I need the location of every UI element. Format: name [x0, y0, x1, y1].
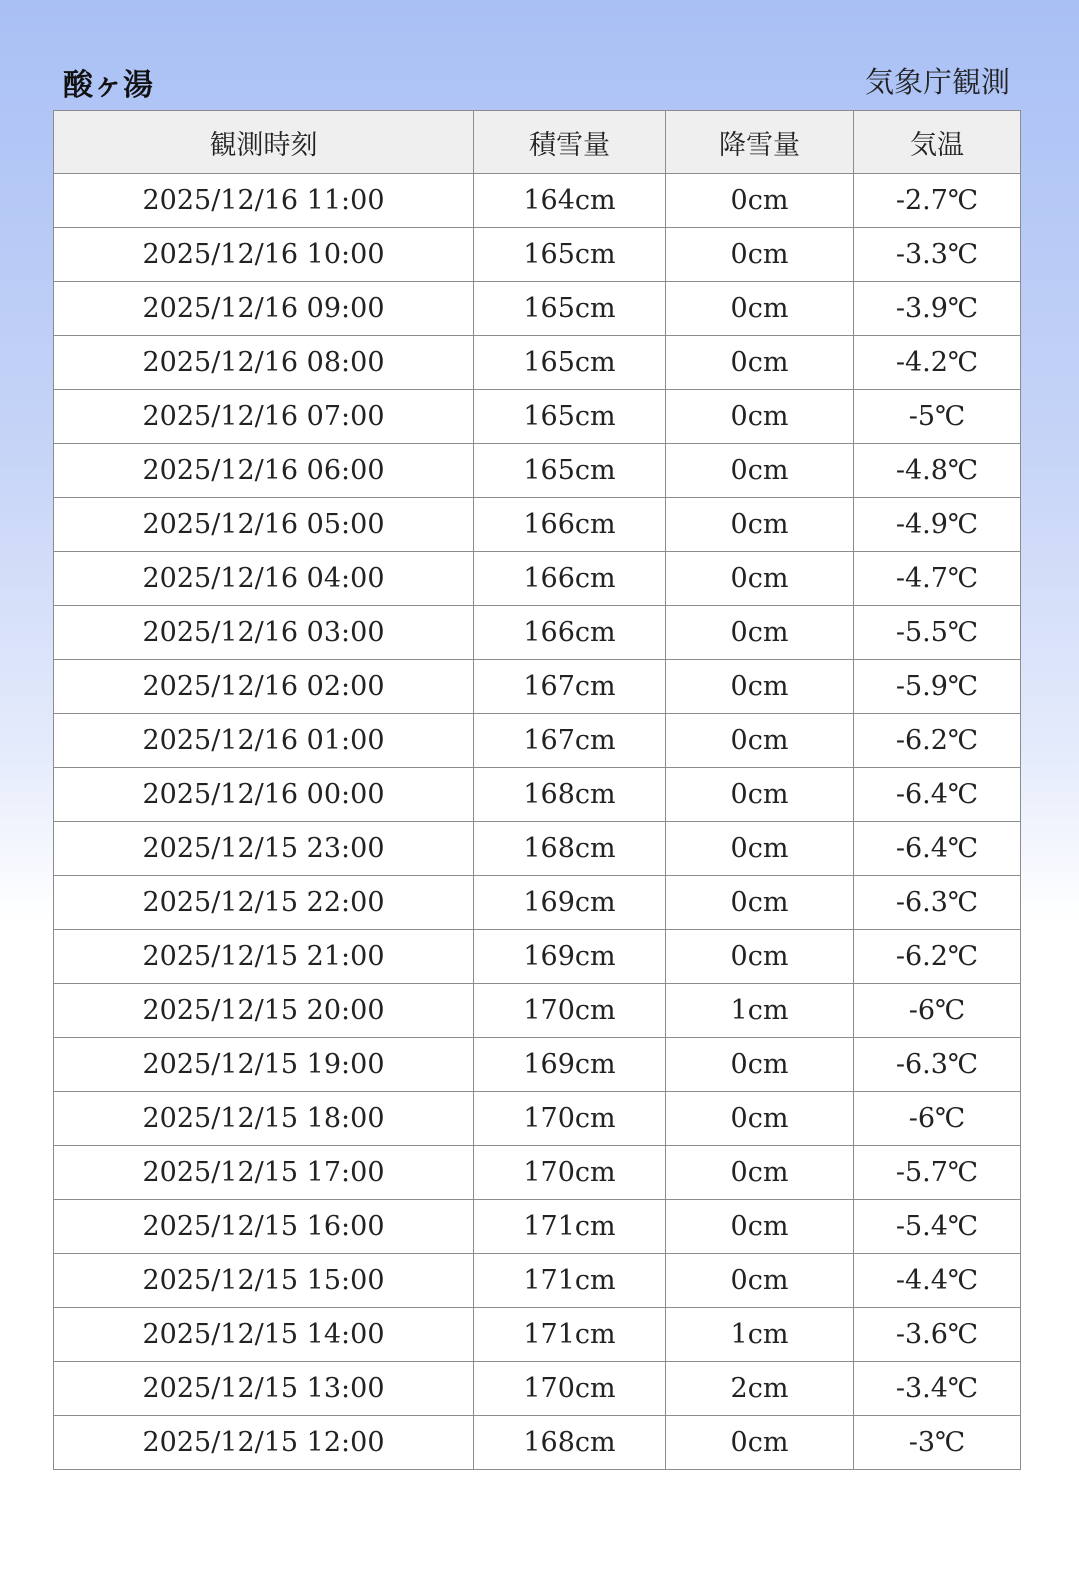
- cell-temperature: -2.7℃: [854, 174, 1021, 228]
- cell-snowfall: 2cm: [666, 1362, 854, 1416]
- table-header-row: [54, 111, 1021, 174]
- cell-snow-depth: 169cm: [474, 930, 666, 984]
- cell-snowfall: 0cm: [666, 930, 854, 984]
- table-row: [54, 498, 1021, 552]
- cell-observation-time: 2025/12/15 21:00: [54, 930, 474, 984]
- cell-temperature: -5.7℃: [854, 1146, 1021, 1200]
- table-row: [54, 822, 1021, 876]
- cell-observation-time: 2025/12/15 12:00: [54, 1416, 474, 1470]
- cell-temperature: -3.4℃: [854, 1362, 1021, 1416]
- cell-observation-time: 2025/12/16 10:00: [54, 228, 474, 282]
- cell-snow-depth: 170cm: [474, 1146, 666, 1200]
- table-row: [54, 606, 1021, 660]
- cell-temperature: -4.9℃: [854, 498, 1021, 552]
- cell-snow-depth: 168cm: [474, 822, 666, 876]
- cell-observation-time: 2025/12/16 06:00: [54, 444, 474, 498]
- cell-snowfall: 1cm: [666, 984, 854, 1038]
- cell-snowfall: 0cm: [666, 228, 854, 282]
- cell-snow-depth: 166cm: [474, 552, 666, 606]
- cell-snowfall: 0cm: [666, 606, 854, 660]
- cell-temperature: -3℃: [854, 1416, 1021, 1470]
- cell-observation-time: 2025/12/15 14:00: [54, 1308, 474, 1362]
- cell-observation-time: 2025/12/15 17:00: [54, 1146, 474, 1200]
- table-row: [54, 228, 1021, 282]
- table-row: [54, 1092, 1021, 1146]
- cell-temperature: -4.8℃: [854, 444, 1021, 498]
- cell-temperature: -6.2℃: [854, 930, 1021, 984]
- cell-snow-depth: 168cm: [474, 768, 666, 822]
- cell-snowfall: 0cm: [666, 876, 854, 930]
- cell-snowfall: 0cm: [666, 660, 854, 714]
- cell-snow-depth: 169cm: [474, 1038, 666, 1092]
- cell-snowfall: 0cm: [666, 390, 854, 444]
- cell-snowfall: 1cm: [666, 1308, 854, 1362]
- cell-snowfall: 0cm: [666, 822, 854, 876]
- cell-snowfall: 0cm: [666, 282, 854, 336]
- table-row: [54, 1362, 1021, 1416]
- header-snowfall: 降雪量: [666, 111, 854, 174]
- table-row: [54, 1038, 1021, 1092]
- cell-snowfall: 0cm: [666, 714, 854, 768]
- cell-snow-depth: 170cm: [474, 1362, 666, 1416]
- cell-observation-time: 2025/12/16 08:00: [54, 336, 474, 390]
- cell-snow-depth: 170cm: [474, 984, 666, 1038]
- table-row: [54, 1254, 1021, 1308]
- table-row: [54, 660, 1021, 714]
- cell-observation-time: 2025/12/16 07:00: [54, 390, 474, 444]
- cell-observation-time: 2025/12/16 00:00: [54, 768, 474, 822]
- table-row: [54, 714, 1021, 768]
- cell-observation-time: 2025/12/16 02:00: [54, 660, 474, 714]
- cell-observation-time: 2025/12/15 19:00: [54, 1038, 474, 1092]
- cell-temperature: -5℃: [854, 390, 1021, 444]
- cell-observation-time: 2025/12/15 23:00: [54, 822, 474, 876]
- cell-snow-depth: 164cm: [474, 174, 666, 228]
- cell-temperature: -6℃: [854, 984, 1021, 1038]
- cell-temperature: -5.5℃: [854, 606, 1021, 660]
- cell-snow-depth: 171cm: [474, 1254, 666, 1308]
- header: [53, 56, 1020, 106]
- cell-observation-time: 2025/12/16 04:00: [54, 552, 474, 606]
- table-row: [54, 282, 1021, 336]
- cell-temperature: -4.7℃: [854, 552, 1021, 606]
- cell-snowfall: 0cm: [666, 174, 854, 228]
- table-row: [54, 1308, 1021, 1362]
- table-row: [54, 336, 1021, 390]
- cell-snow-depth: 165cm: [474, 282, 666, 336]
- cell-temperature: -3.3℃: [854, 228, 1021, 282]
- cell-snowfall: 0cm: [666, 444, 854, 498]
- cell-observation-time: 2025/12/15 22:00: [54, 876, 474, 930]
- table-row: [54, 390, 1021, 444]
- observation-table: [53, 110, 1021, 1470]
- cell-observation-time: 2025/12/15 16:00: [54, 1200, 474, 1254]
- cell-snow-depth: 165cm: [474, 336, 666, 390]
- table-row: [54, 444, 1021, 498]
- cell-snowfall: 0cm: [666, 1254, 854, 1308]
- cell-snow-depth: 165cm: [474, 444, 666, 498]
- cell-snowfall: 0cm: [666, 1092, 854, 1146]
- cell-snow-depth: 167cm: [474, 660, 666, 714]
- table-row: [54, 768, 1021, 822]
- table-row: [54, 1200, 1021, 1254]
- cell-snow-depth: 165cm: [474, 390, 666, 444]
- cell-snow-depth: 171cm: [474, 1200, 666, 1254]
- cell-snow-depth: 171cm: [474, 1308, 666, 1362]
- cell-snow-depth: 169cm: [474, 876, 666, 930]
- cell-temperature: -6.3℃: [854, 876, 1021, 930]
- cell-snowfall: 0cm: [666, 336, 854, 390]
- cell-snow-depth: 166cm: [474, 498, 666, 552]
- cell-temperature: -4.4℃: [854, 1254, 1021, 1308]
- table-body: [54, 174, 1021, 1470]
- cell-observation-time: 2025/12/15 20:00: [54, 984, 474, 1038]
- cell-observation-time: 2025/12/15 15:00: [54, 1254, 474, 1308]
- cell-snowfall: 0cm: [666, 498, 854, 552]
- cell-snow-depth: 168cm: [474, 1416, 666, 1470]
- table-row: [54, 930, 1021, 984]
- cell-temperature: -4.2℃: [854, 336, 1021, 390]
- header-observation-time: 観測時刻: [54, 111, 474, 174]
- cell-temperature: -3.9℃: [854, 282, 1021, 336]
- cell-snowfall: 0cm: [666, 1200, 854, 1254]
- cell-snowfall: 0cm: [666, 1146, 854, 1200]
- table-row: [54, 552, 1021, 606]
- cell-temperature: -3.6℃: [854, 1308, 1021, 1362]
- cell-snow-depth: 167cm: [474, 714, 666, 768]
- cell-observation-time: 2025/12/16 01:00: [54, 714, 474, 768]
- header-snow-depth: 積雪量: [474, 111, 666, 174]
- cell-temperature: -6.4℃: [854, 822, 1021, 876]
- cell-temperature: -6.2℃: [854, 714, 1021, 768]
- station-name: 酸ヶ湯: [63, 68, 153, 103]
- table-row: [54, 876, 1021, 930]
- table-row: [54, 1146, 1021, 1200]
- header-temperature: 気温: [854, 111, 1021, 174]
- cell-snowfall: 0cm: [666, 552, 854, 606]
- table-row: [54, 174, 1021, 228]
- cell-snow-depth: 165cm: [474, 228, 666, 282]
- cell-temperature: -5.4℃: [854, 1200, 1021, 1254]
- cell-snow-depth: 170cm: [474, 1092, 666, 1146]
- cell-snowfall: 0cm: [666, 1416, 854, 1470]
- cell-observation-time: 2025/12/16 11:00: [54, 174, 474, 228]
- table-row: [54, 1416, 1021, 1470]
- data-source: 気象庁観測: [864, 65, 1010, 99]
- cell-snow-depth: 166cm: [474, 606, 666, 660]
- cell-temperature: -6℃: [854, 1092, 1021, 1146]
- cell-observation-time: 2025/12/15 18:00: [54, 1092, 474, 1146]
- cell-snowfall: 0cm: [666, 768, 854, 822]
- cell-observation-time: 2025/12/16 05:00: [54, 498, 474, 552]
- cell-temperature: -6.3℃: [854, 1038, 1021, 1092]
- cell-observation-time: 2025/12/15 13:00: [54, 1362, 474, 1416]
- cell-temperature: -6.4℃: [854, 768, 1021, 822]
- table-row: [54, 984, 1021, 1038]
- cell-observation-time: 2025/12/16 03:00: [54, 606, 474, 660]
- cell-temperature: -5.9℃: [854, 660, 1021, 714]
- cell-snowfall: 0cm: [666, 1038, 854, 1092]
- cell-observation-time: 2025/12/16 09:00: [54, 282, 474, 336]
